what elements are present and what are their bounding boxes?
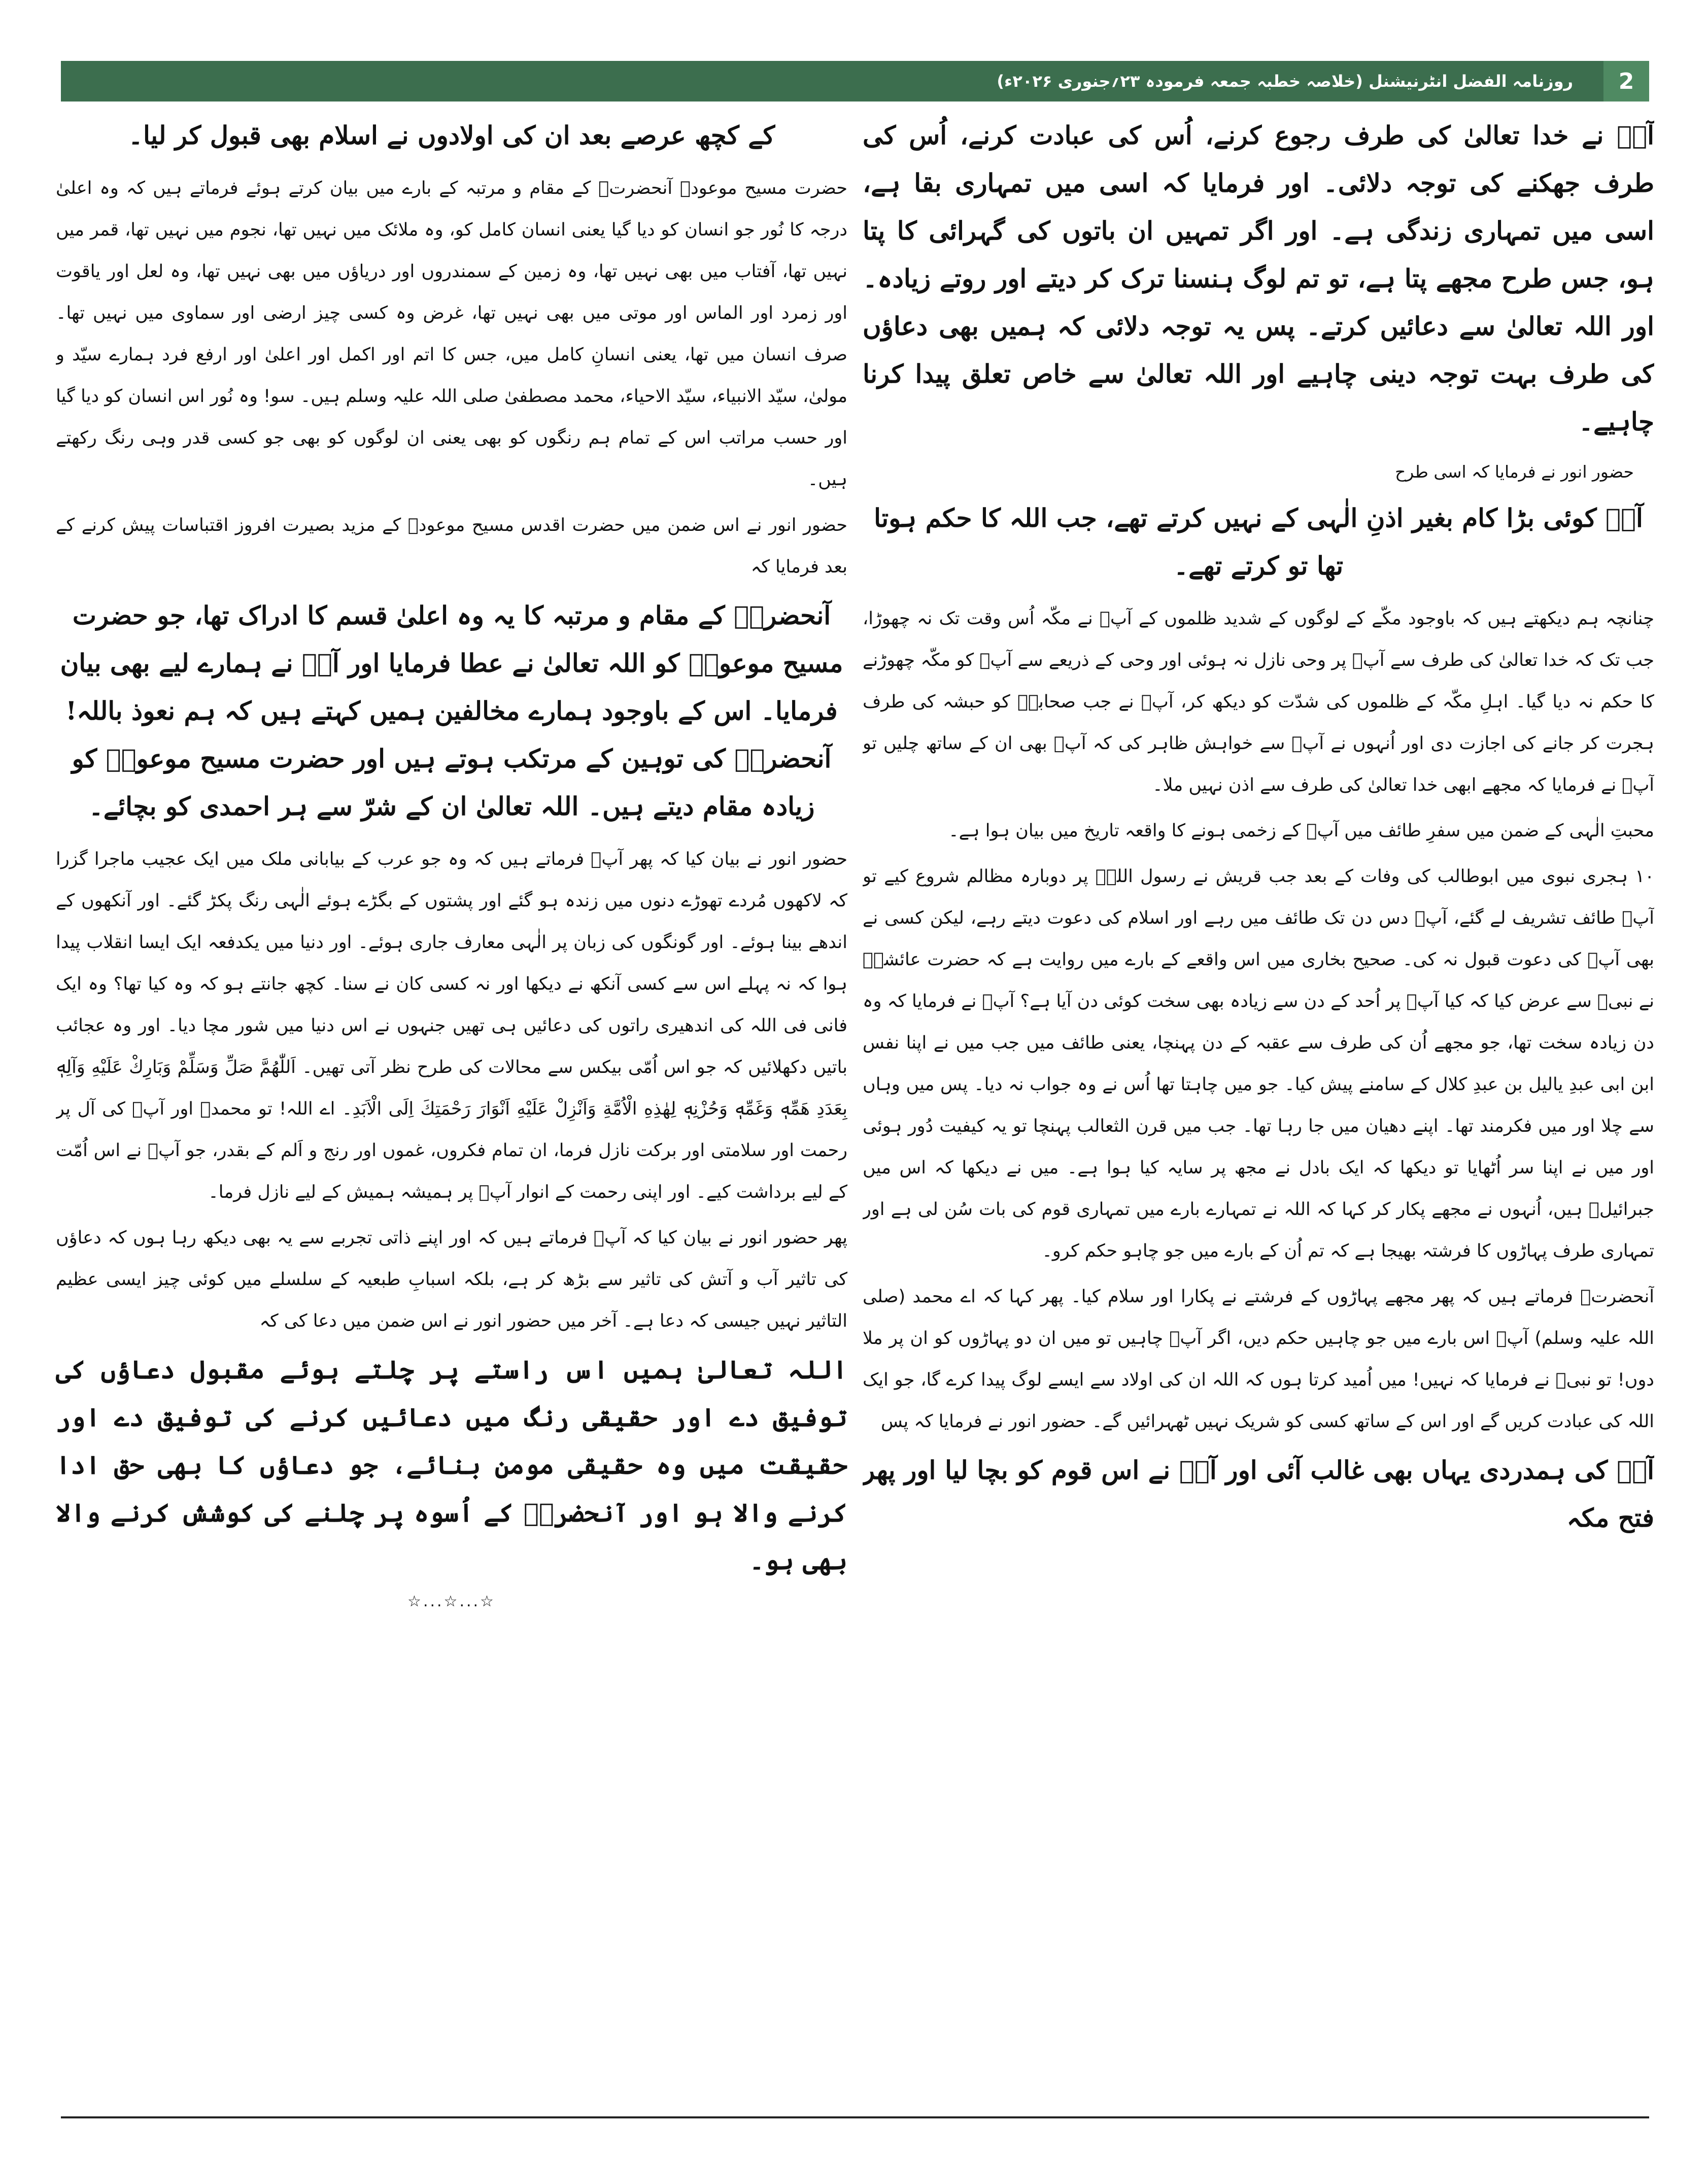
body-paragraph: حضور انور نے اس ضمن میں حضرت اقدس مسیح موعودؑ کے مزید بصیرت افروز اقتباسات پیش کرنے کے بعد فرمایا کہ (56, 515, 847, 577)
highlighted-paragraph: آپؐ نے خدا تعالیٰ کی طرف رجوع کرنے، اُس کی عبادت کرنے، اُس کی طرف جھکنے کی توجہ دلائی۔ اور فرمایا کہ اسی میں تمہاری بقا ہے، اسی میں تمہاری زندگی ہے۔ اور اگر تمہیں ان باتوں کی گہرائی کا پتا ہو، جس طرح مجھے پتا ہے، تو تم لوگ ہنسنا ترک کر دیتے اور روتے زیادہ۔ اور اللہ تعالیٰ سے دعائیں کرتے۔ پس یہ توجہ دلائی کہ ہمیں بھی دعاؤں کی طرف بہت توجہ دینی چاہیے اور اللہ تعالیٰ سے خاص تعلق پیدا کرنا چاہیے۔ (863, 120, 1654, 436)
body-paragraph: پھر حضور انور نے بیان کیا کہ آپؑ فرماتے ہیں کہ اور اپنے ذاتی تجربے سے یہ بھی دیکھ رہا ہوں کہ دعاؤں کی تاثیر آب و آتش کی تاثیر سے بڑھ کر ہے، بلکہ اسبابِ طبعیہ کے سلسلے میں کوئی چیز ایسی عظیم التاثیر نہیں جیسی کہ دعا ہے۔ آخر میں حضور انور نے اس ضمن میں دعا کی کہ (56, 1228, 847, 1331)
highlighted-paragraph: آپؐ کی ہمدردی یہاں بھی غالب آئی اور آپؐ نے اس قوم کو بچا لیا اور پھر فتح مکہ (863, 1455, 1654, 1533)
left-column (56, 112, 847, 2091)
page-header (61, 61, 1649, 102)
body-paragraph: حضور انور نے بیان کیا کہ پھر آپؑ فرماتے ہیں کہ وہ جو عرب کے بیابانی ملک میں ایک عجیب ماجرا گزرا کہ لاکھوں مُردے تھوڑے دنوں میں زندہ ہو گئے اور پشتوں کے بگڑے ہوئے الٰہی رنگ پکڑ گئے۔ اور آنکھوں کے اندھے بینا ہوئے۔ اور گونگوں کی زبان پر الٰہی معارف جاری ہوئے۔ اور دنیا میں یکدفعہ ایک ایسا انقلاب پیدا ہوا کہ نہ پہلے اس سے کسی آنکھ نے دیکھا اور نہ کسی کان نے سنا۔ کچھ جانتے ہو کہ وہ کیا تھا؟ وہ ایک فانی فی اللہ کی اندھیری راتوں کی دعائیں ہی تھیں جنہوں نے اس دنیا میں شور مچا دیا۔ اور وہ عجائب باتیں دکھلائیں کہ جو اس اُمّی بیکس سے محالات کی طرح نظر آتی تھیں۔ اَللّٰهُمَّ صَلِّ وَسَلِّمْ وَبَارِكْ عَلَيْهِ وَآلِهٖ بِعَدَدِ هَمِّهٖ وَغَمِّهٖ وَحُزْنِهٖ لِهٰذِهِ الْاُمَّةِ وَاَنْزِلْ عَلَيْهِ اَنْوَارَ رَحْمَتِكَ اِلَى الْاَبَدِ۔ اے اللہ! تو محمدؐ اور آپؐ کی آل پر رحمت اور سلامتی اور برکت نازل فرما، ان تمام فکروں، غموں اور رنج و اَلم کے بقدر، جو آپؐ نے اس اُمّت کے لیے برداشت کیے۔ اور اپنی رحمت کے انوار آپؐ پر ہمیشہ ہمیش کے لیے نازل فرما۔ (56, 849, 847, 1202)
bottom-rule (61, 2116, 1649, 2118)
intro-note: حضور انور نے فرمایا کہ اسی طرح (1395, 462, 1634, 482)
highlighted-paragraph: کے کچھ عرصے بعد ان کی اولادوں نے اسلام بھی قبول کر لیا۔ (128, 120, 775, 150)
body-paragraph: ۱۰ ہجری نبوی میں ابوطالب کی وفات کے بعد جب قریش نے رسول اللہؐ پر دوبارہ مظالم شروع کیے تو آپؐ طائف تشریف لے گئے، آپؐ دس دن تک طائف میں رہے اور اسلام کی دعوت دیتے رہے، لیکن کسی نے بھی آپؐ کی دعوت قبول نہ کی۔ صحیح بخاری میں اس واقعے کے بارے میں روایت ہے کہ حضرت عائشہؓ نے نبیؐ سے عرض کیا کہ کیا آپؐ پر اُحد کے دن سے زیادہ بھی سخت کوئی دن آیا ہے؟ آپؐ نے فرمایا کہ وہ دن زیادہ سخت تھا، جو مجھے اُن کی طرف سے عقبہ کے دن پہنچا، یعنی طائف میں جب میں نے اپنا نفس ابن ابی عبدِ یالیل بن عبدِ کلال کے سامنے پیش کیا۔ جو میں چاہتا تھا اُس نے وہ جواب نہ دیا۔ پس میں وہاں سے چلا اور میں فکرمند تھا۔ اپنے دھیان میں جا رہا تھا۔ جب میں قرن الثعالب پہنچا تو یہ کیفیت دُور ہوئی اور میں نے اپنا سر اُٹھایا تو دیکھا کہ ایک بادل نے مجھ پر سایہ کیا ہوا ہے۔ میں نے دیکھا کہ اس میں جبرائیلؑ ہیں، اُنہوں نے مجھے پکار کر کہا کہ اللہ نے تمہارے بارے میں تمہاری قوم کی بات سُن لی ہے اور تمہاری طرف پہاڑوں کا فرشتہ بھیجا ہے کہ تم اُن کے بارے میں جو چاہو حکم کرو۔ (863, 866, 1654, 1261)
body-paragraph: محبتِ الٰہی کے ضمن میں سفرِ طائف میں آپؐ کے زخمی ہونے کا واقعہ تاریخ میں بیان ہوا ہے۔ (948, 821, 1654, 841)
right-column (863, 112, 1654, 2091)
highlighted-paragraph: آپؐ کوئی بڑا کام بغیر اذنِ الٰہی کے نہیں کرتے تھے، جب اللہ کا حکم ہوتا تھا تو کرتے تھے۔ (874, 503, 1643, 581)
newspaper-title: روزنامہ الفضل انٹرنیشنل (خلاصہ خطبہ جمعہ فرمودہ ۲۳؍جنوری ۲۰۲۶ء) (997, 72, 1573, 91)
end-stars: ☆...☆...☆ (407, 1593, 496, 1610)
body-paragraph: چنانچہ ہم دیکھتے ہیں کہ باوجود مکّے کے لوگوں کے شدید ظلموں کے آپؐ نے مکّہ اُس وقت تک نہ چھوڑا، جب تک کہ خدا تعالیٰ کی طرف سے آپؐ پر وحی نازل نہ ہوئی اور وحی کے ذریعے سے آپؐ کو مکّہ چھوڑنے کا حکم نہ دیا گیا۔ اہلِ مکّہ کے ظلموں کی شدّت کو دیکھ کر، آپؐ نے جب صحابہؓ کو حبشہ کی طرف ہجرت کر جانے کی اجازت دی اور اُنہوں نے آپؐ سے خواہش ظاہر کی کہ آپؐ بھی ان کے ساتھ چلیں تو آپؐ نے فرمایا کہ مجھے ابھی خدا تعالیٰ کی طرف سے اذن نہیں ملا۔ (863, 609, 1654, 795)
highlighted-paragraph: آنحضرتؐ کے مقام و مرتبہ کا یہ وہ اعلیٰ قسم کا ادراک تھا، جو حضرت مسیح موعودؑ کو اللہ تعالیٰ نے عطا فرمایا اور آپؑ نے ہمارے لیے بھی بیان فرمایا۔ اس کے باوجود ہمارے مخالفین ہمیں کہتے ہیں کہ ہم نعوذ باللہ! آنحضرتؐ کی توہین کے مرتکب ہوتے ہیں اور حضرت مسیح موعودؑ کو زیادہ مقام دیتے ہیں۔ اللہ تعالیٰ ان کے شرّ سے ہر احمدی کو بچائے۔ (60, 600, 843, 821)
highlighted-paragraph: اللہ تعالیٰ ہمیں اس راستے پر چلتے ہوئے مقبول دعاؤں کی توفیق دے اور حقیقی رنگ میں دعائیں کرنے کی توفیق دے اور حقیقت میں وہ حقیقی مومن بنائے، جو دعاؤں کا بھی حق ادا کرنے والا ہو اور آنحضرتؐ کے اُسوہ پر چلنے کی کوشش کرنے والا بھی ہو۔ (56, 1355, 847, 1575)
body-paragraph: آنحضرتؐ فرماتے ہیں کہ پھر مجھے پہاڑوں کے فرشتے نے پکارا اور سلام کیا۔ پھر کہا کہ اے محمد (صلی اللہ علیہ وسلم) آپؐ اس بارے میں جو چاہیں حکم دیں، اگر آپؐ چاہیں تو میں ان دو پہاڑوں کو ان پر ملا دوں! تو نبیؐ نے فرمایا کہ نہیں! میں اُمید کرتا ہوں کہ اللہ ان کی اولاد سے ایسے لوگ پیدا کرے گا، جو ایک اللہ کی عبادت کریں گے اور اس کے ساتھ کسی کو شریک نہیں ٹھہرائیں گے۔ حضور انور نے فرمایا کہ پس (863, 1287, 1654, 1432)
body-paragraph: حضرت مسیح موعودؑ آنحضرتؐ کے مقام و مرتبہ کے بارے میں بیان کرتے ہوئے فرماتے ہیں کہ وہ اعلیٰ درجہ کا نُور جو انسان کو دیا گیا یعنی انسان کامل کو، وہ ملائک میں نہیں تھا، نجوم میں نہیں تھا، قمر میں نہیں تھا، آفتاب میں بھی نہیں تھا، وہ زمین کے سمندروں اور دریاؤں میں بھی نہیں تھا، وہ لعل اور یاقوت اور زمرد اور الماس اور موتی میں بھی نہیں تھا، غرض وہ کسی چیز ارضی اور سماوی میں نہیں تھا۔ صرف انسان میں تھا، یعنی انسانِ کامل میں، جس کا اتم اور اکمل اور اعلیٰ اور ارفع فرد ہمارے سیّد و مولیٰ، سیّد الانبیاء، سیّد الاحیاء، محمد مصطفیٰ صلی اللہ علیہ وسلم ہیں۔ سو! وہ نُور اس انسان کو دیا گیا اور حسب مراتب اس کے تمام ہم رنگوں کو بھی یعنی ان لوگوں کو بھی جو کسی قدر وہی رنگ رکھتے ہیں۔ (56, 178, 847, 490)
page-number: 2 (1603, 61, 1649, 102)
